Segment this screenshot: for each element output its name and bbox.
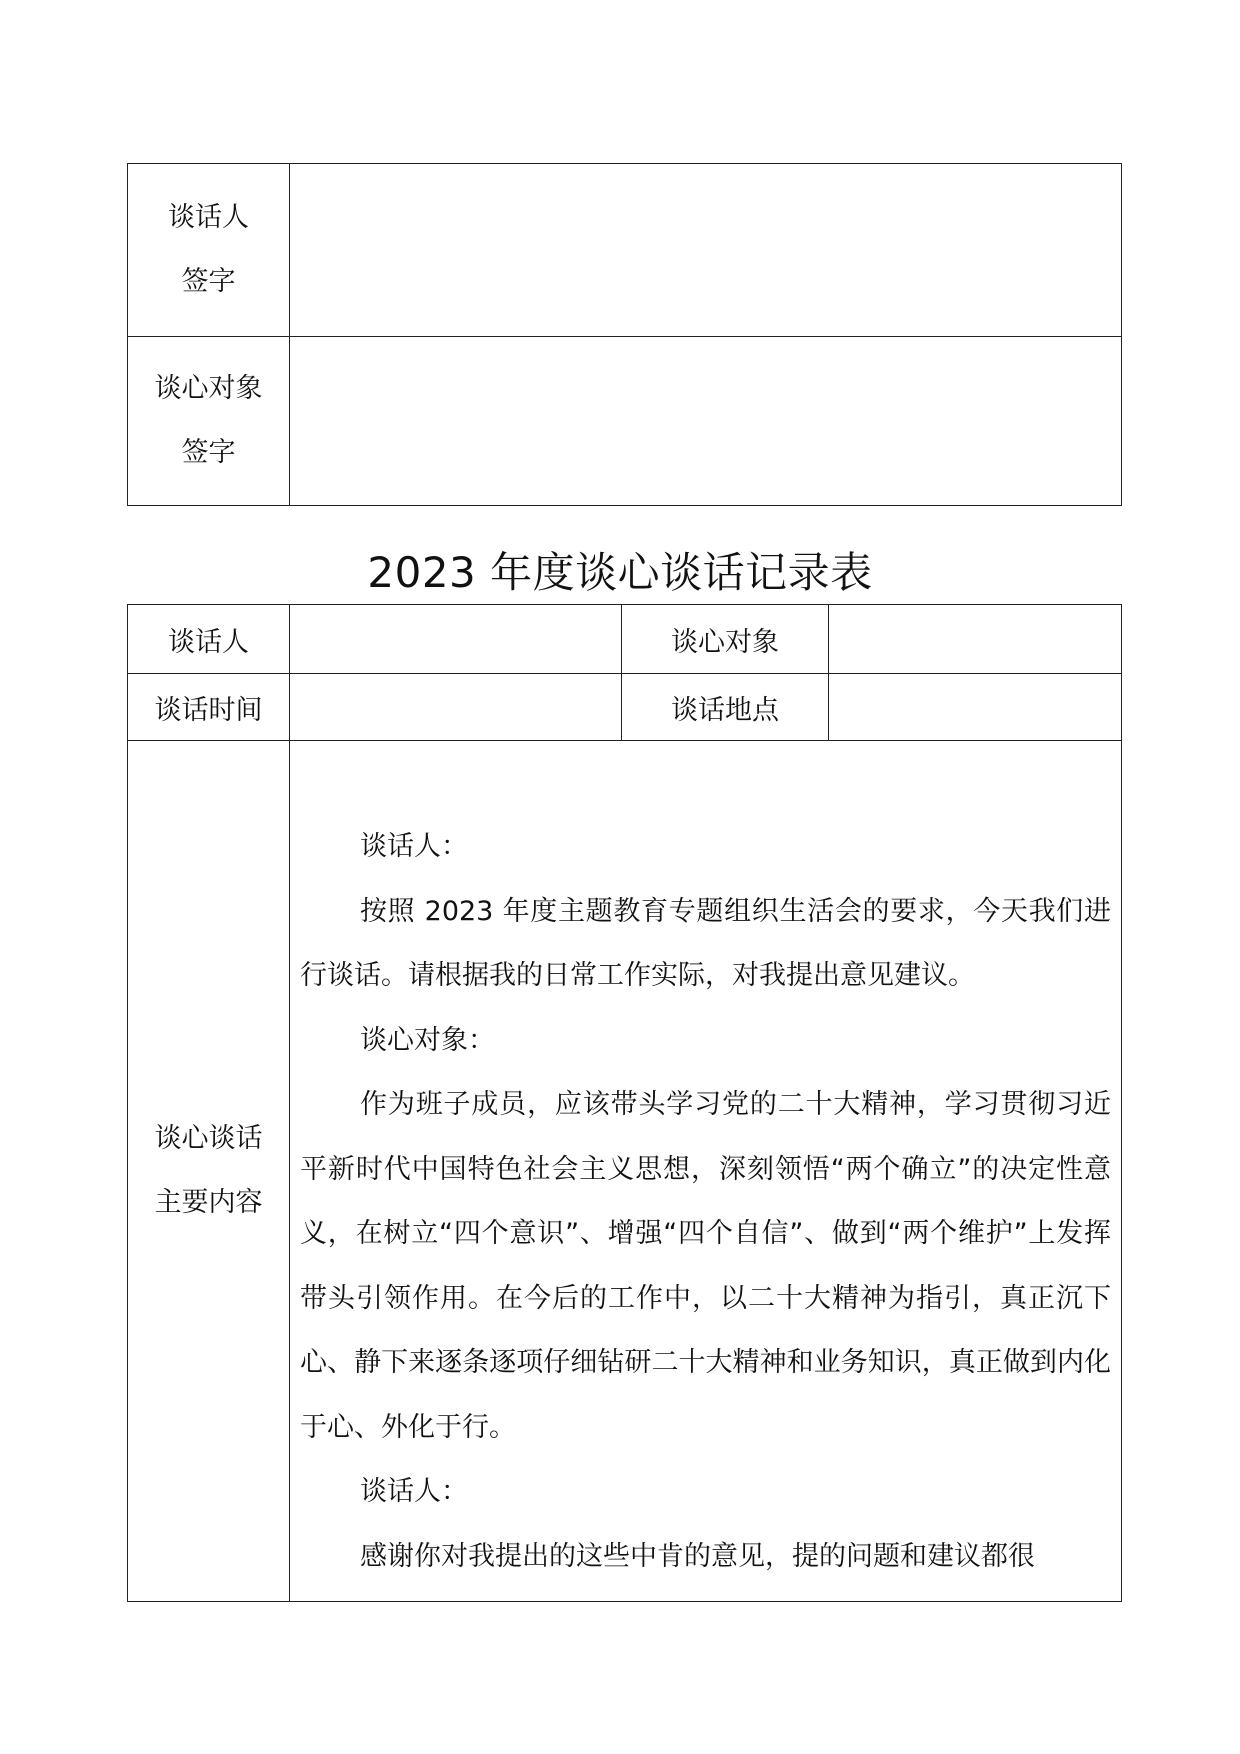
content-paragraph: 谈话人： [360,1476,468,1507]
subject-label: 谈心对象 [622,605,829,674]
content-paragraph: 按照 2023 年度主题教育专题组织生活会的要求，今天我们进行谈话。请根据我的日常工作实际，对我提出意见建议。 [300,895,1111,991]
main-content-label: 谈心谈话 主要内容 [128,741,290,1602]
record-table [127,604,1122,1602]
time-field[interactable] [290,674,622,741]
subject-field[interactable] [829,605,1122,674]
content-paragraph: 感谢你对我提出的这些中肯的意见，提的问题和建议都很 [360,1540,1035,1572]
talker-signature-field[interactable] [290,164,1122,337]
main-content-field[interactable] [290,741,1122,1602]
content-paragraph: 作为班子成员，应该带头学习党的二十大精神，学习贯彻习近平新时代中国特色社会主义思想，深刻领悟“两个确立”的决定性意义，在树立“四个意识”、增强“四个自信”、做到“两个维护”上发挥带头引领作用。在今后的工作中，以二十大精神为指引，真正沉下心、静下来逐条逐项仔细钻研二十大精神和业务知识，真正做到内化于心、外化于行。 [300,1089,1111,1443]
subject-signature-field[interactable] [290,337,1122,506]
document-title: 2023 年度谈心谈话记录表 [367,548,873,597]
signature-table [127,163,1122,506]
subject-signature-label: 谈心对象 签字 [128,337,290,506]
content-paragraph: 谈心对象： [360,1024,495,1056]
time-label: 谈话时间 [128,674,290,741]
talker-label: 谈话人 [128,605,290,674]
place-field[interactable] [829,674,1122,741]
talker-signature-label: 谈话人 签字 [128,164,290,337]
content-paragraph: 谈话人： [360,831,468,862]
conversation-content [290,741,1121,1589]
talker-field[interactable] [290,605,622,674]
place-label: 谈话地点 [622,674,829,741]
